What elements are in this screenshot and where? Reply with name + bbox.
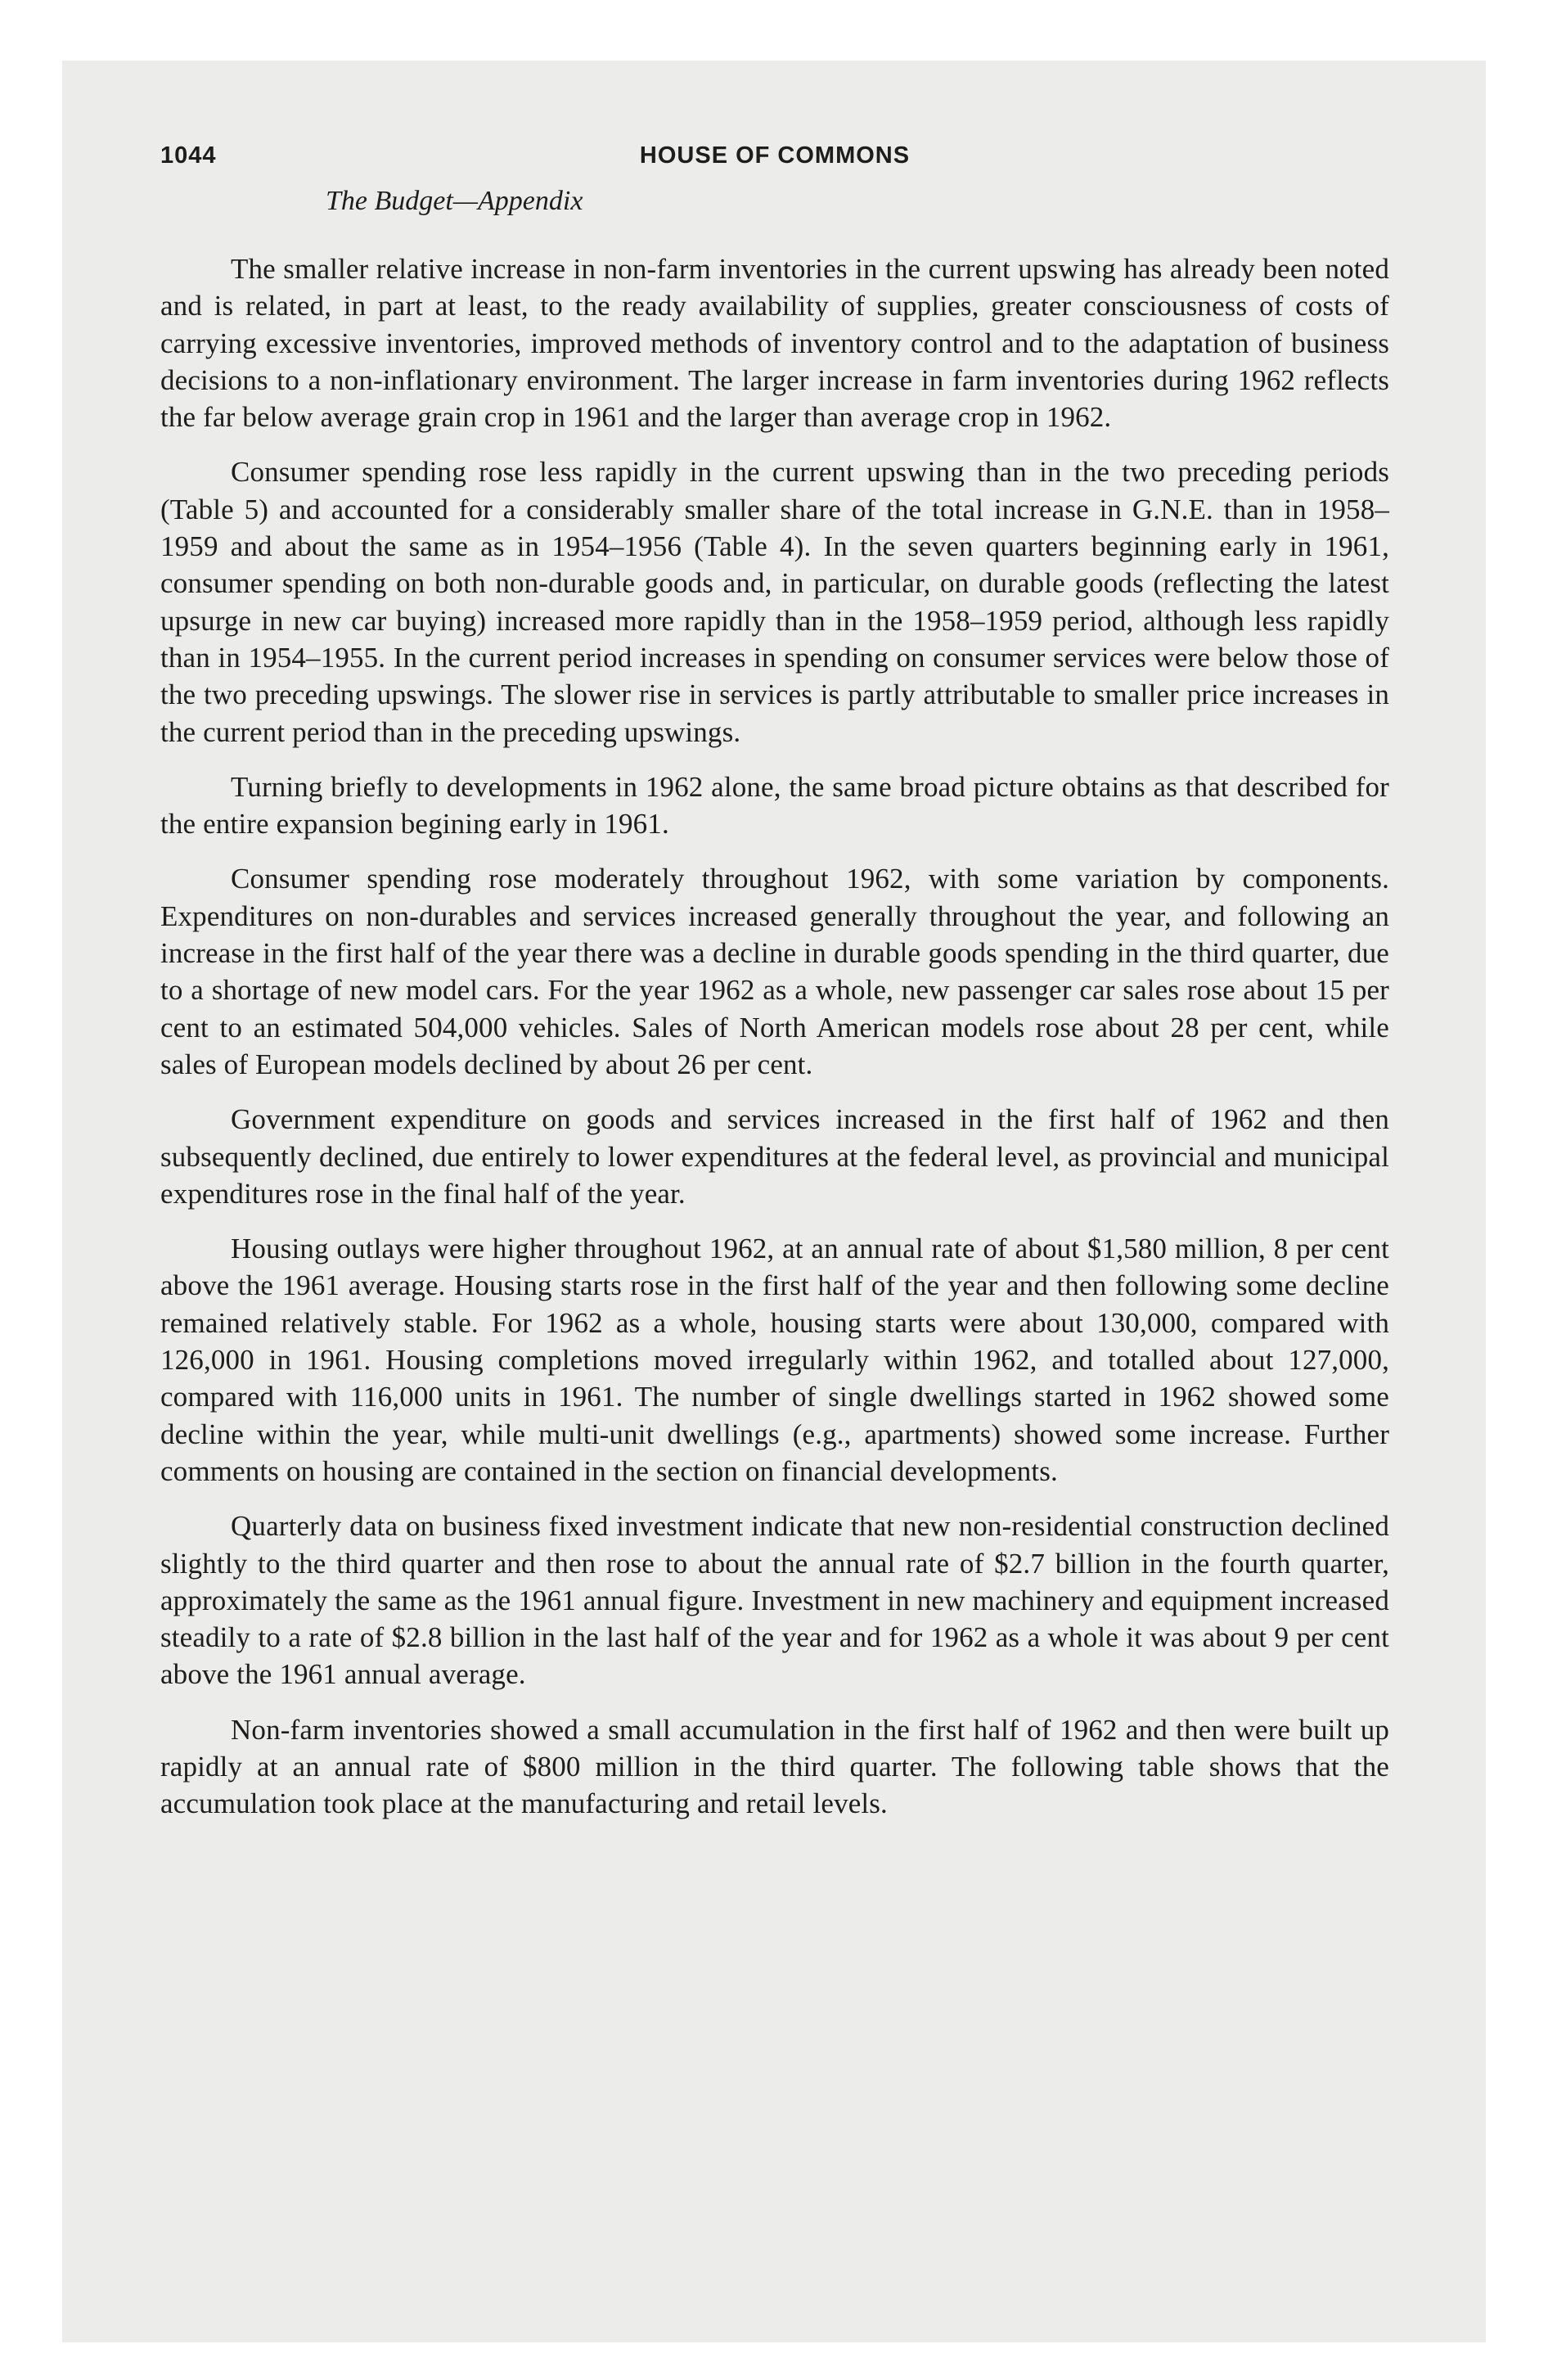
section-heading: The Budget—Appendix bbox=[326, 186, 583, 216]
running-title: HOUSE OF COMMONS bbox=[639, 142, 911, 169]
paragraph-non-farm-inventories: Non-farm inventories showed a small accumulation in the first half of 1962 and then were built up rapidly at an annual rate of $800 million in the third quarter. The following table shows that the accumulation took place at the manufacturing and retail levels. bbox=[160, 1713, 1389, 1820]
page-number: 1044 bbox=[160, 142, 217, 169]
paragraph-inventories: The smaller relative increase in non-farm inventories in the current upswing has already been noted and is related, in part at least, to the ready availability of supplies, greater consciousness of costs of carrying excessive inventories, improved methods of inventory control and to the adaptation of business decisions to a non-inflationary environment. The larger increase in farm inventories during 1962 reflects the far below average grain crop in 1961 and the larger than average crop in 1962. bbox=[160, 253, 1389, 434]
paragraph-developments-1962: Turning briefly to developments in 1962 alone, the same broad picture obtains as that described for the entire expansion begining early in 1961. bbox=[160, 770, 1389, 841]
paragraph-housing: Housing outlays were higher throughout 1962, at an annual rate of about $1,580 million, 8 per cent above the 1961 average. Housing starts rose in the first half of the year and then following some decline remained relatively stable. For 1962 as a whole, housing starts were about 130,000, compared with 126,000 in 1961. Housing completions moved irregularly within 1962, and totalled about 127,000, compared with 116,000 units in 1961. The number of single dwellings started in 1962 showed some decline within the year, while multi-unit dwellings (e.g., apartments) showed some increase. Further comments on housing are contained in the section on financial developments. bbox=[160, 1233, 1389, 1487]
running-header bbox=[160, 136, 1389, 183]
paragraph-government-expenditure: Government expenditure on goods and services increased in the first half of 1962 and then subsequently declined, due entirely to lower expenditures at the federal level, as provincial and municipal expenditures rose in the final half of the year. bbox=[160, 1103, 1389, 1210]
document-page bbox=[160, 136, 1389, 1841]
paragraph-consumer-spending-1962: Consumer spending rose moderately throughout 1962, with some variation by components. Expenditures on non-durables and services increased generally throughout the year, and following an increase in the first half of the year there was a decline in durable goods spending in the third quarter, due to a shortage of new model cars. For the year 1962 as a whole, new passenger car sales rose about 15 per cent to an estimated 504,000 vehicles. Sales of North American models rose about 28 per cent, while sales of European models declined by about 26 per cent. bbox=[160, 863, 1389, 1080]
paragraph-business-investment: Quarterly data on business fixed investment indicate that new non-residential construction declined slightly to the third quarter and then rose to about the annual rate of $2.7 billion in the fourth quarter, approximately the same as the 1961 annual figure. Investment in new machinery and equipment increased steadily to a rate of $2.8 billion in the last half of the year and for 1962 as a whole it was about 9 per cent above the 1961 annual average. bbox=[160, 1510, 1389, 1691]
paragraph-consumer-spending: Consumer spending rose less rapidly in the current upswing than in the two preceding periods (Table 5) and accounted for a considerably smaller share of the total increase in G.N.E. than in 1958–1959 and about the same as in 1954–1956 (Table 4). In the seven quarters beginning early in 1961, consumer spending on both non-durable goods and, in particular, on durable goods (reflecting the latest upsurge in new car buying) increased more rapidly than in the 1958–1959 period, although less rapidly than in 1954–1955. In the current period increases in spending on consumer services were below those of the two preceding upswings. The slower rise in services is partly attributable to smaller price increases in the current period than in the preceding upswings. bbox=[160, 456, 1389, 748]
body-text bbox=[160, 250, 1389, 1823]
